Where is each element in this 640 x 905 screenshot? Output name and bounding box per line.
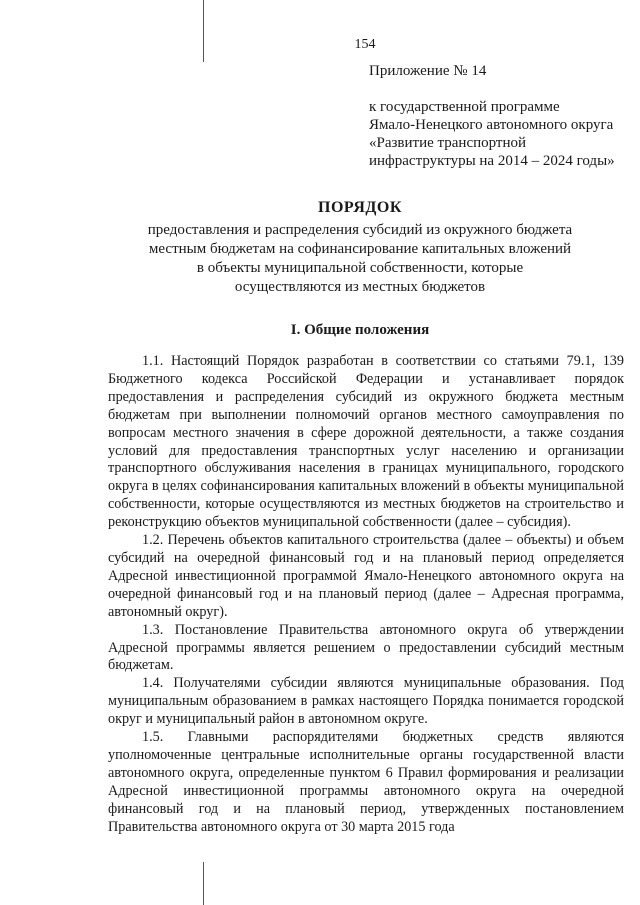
appendix-title: Приложение № 14 bbox=[369, 63, 487, 79]
document-title: ПОРЯДОК bbox=[318, 199, 402, 216]
document-body bbox=[108, 353, 624, 836]
appendix-body: к государственной программе Ямало-Ненецкого автономного округа «Развитие транспортной инфраструктуры на 2014 – 2024 годы» bbox=[369, 99, 615, 169]
binding-line-bottom bbox=[203, 862, 204, 905]
paragraph-1-1: 1.1. Настоящий Порядок разработан в соответствии со статьями 79.1, 139 Бюджетного кодекса Российской Федерации и устанавливает порядок предоставления и распределения субсидий из окружного бюджета местным бюджетам при выполнении полномочий органов местного самоуправления по вопросам местного значения в сфере дорожной деятельности, а также создания условий для предоставления транспортных услуг населению и организации транспортного обслуживания населения в границах муниципального, городского округа в целях софинансирования капитальных вложений в объекты муниципальной собственности, которые осуществляются из местных бюджетов на строительство и реконструкцию объектов муниципальной собственности (далее – субсидия). bbox=[108, 353, 624, 531]
document-subtitle: предоставления и распределения субсидий из окружного бюджета местным бюджетам на софинансирование капитальных вложений в объекты муниципальной собственности, которые осуществляются из местных бюджетов bbox=[147, 222, 573, 295]
section-heading: I. Общие положения bbox=[290, 322, 430, 338]
paragraph-1-4: 1.4. Получателями субсидии являются муниципальные образования. Под муниципальным образованием в рамках настоящего Порядка понимается городской округ и муниципальный район в автономном округе. bbox=[108, 675, 624, 728]
page-number: 154 bbox=[354, 37, 376, 52]
paragraph-1-2: 1.2. Перечень объектов капитального строительства (далее – объекты) и объем субсидий на очередной финансовый год и на плановый период определяется Адресной инвестиционной программой Ямало-Ненецкого автономного округа на очередной финансовый год и на плановый период (далее – Адресная программа, автономный округ). bbox=[108, 532, 624, 620]
paragraph-1-3: 1.3. Постановление Правительства автономного округа об утверждении Адресной программы является решением о предоставлении субсидий местным бюджетам. bbox=[108, 621, 624, 674]
paragraph-1-5: 1.5. Главными распорядителями бюджетных средств являются уполномоченные центральные исполнительные органы государственной власти автономного округа, определенные пунктом 6 Правил формирования и реализации Адресной инвестиционной программы автономного округа на очередной финансовый год и на плановый период, утвержденных постановлением Правительства автономного округа от 30 марта 2015 года bbox=[108, 729, 624, 835]
